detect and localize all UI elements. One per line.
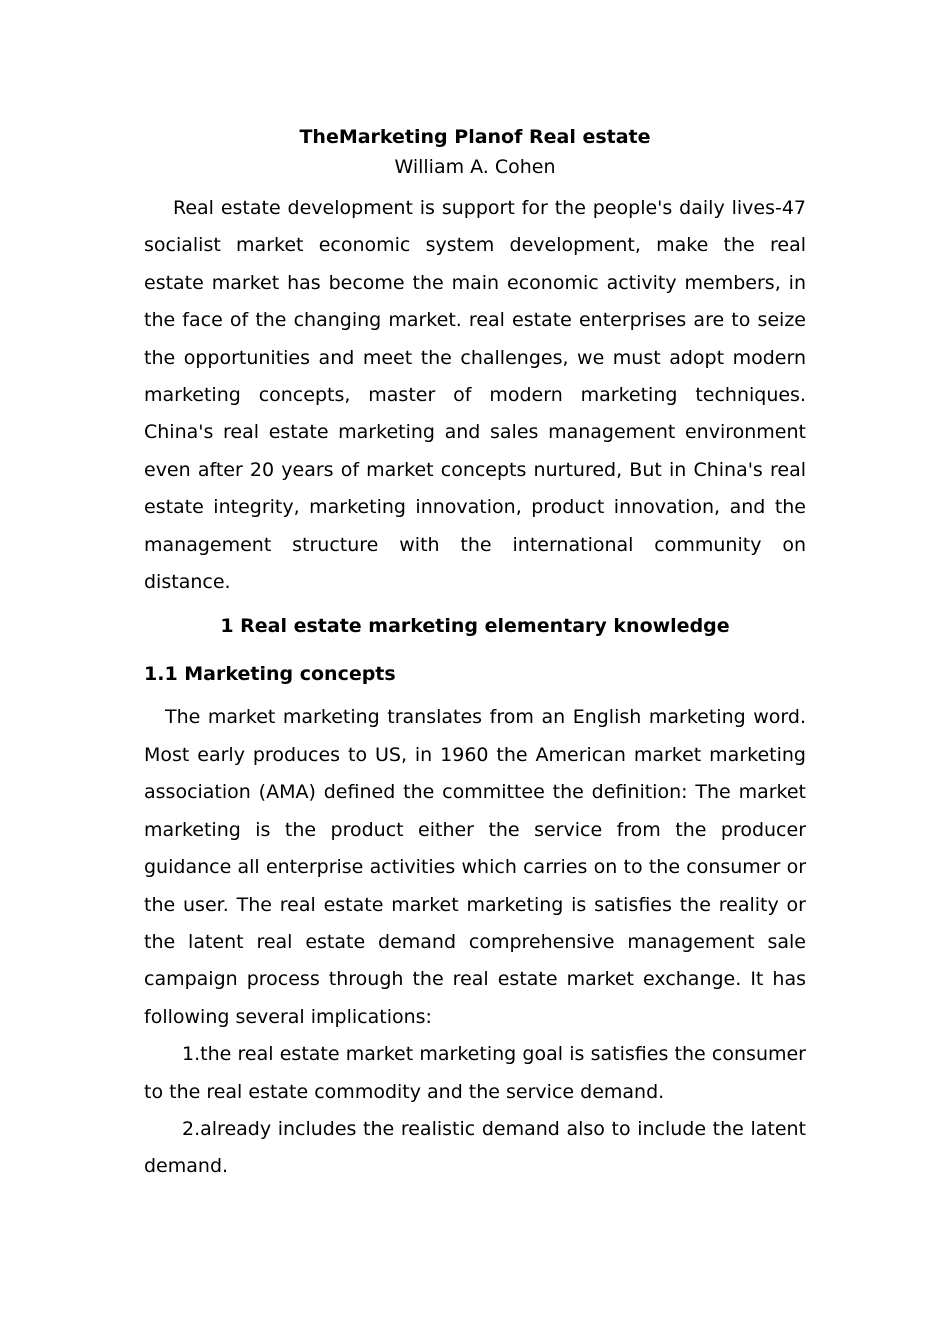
subsection-paragraph: The market marketing translates from an English marketing word. Most early produces to US, in 1960 the American market marketing association (AMA) defined the committee the definition: The market marketing is the product either the service from the producer guidance all enterprise activities which carries on to the consumer or the user. The real estate market marketing is satisfies the reality or the latent real estate demand comprehensive management sale campaign process through the real estate market exchange. It has following several implications: bbox=[144, 706, 806, 1028]
list-item: 2.already includes the realistic demand also to include the latent demand. bbox=[144, 1117, 806, 1178]
section-heading-1: 1 Real estate marketing elementary knowledge bbox=[220, 615, 730, 638]
subsection-heading-1-1: 1.1 Marketing concepts bbox=[144, 663, 396, 686]
document-title: TheMarketing Planof Real estate bbox=[299, 126, 651, 148]
document-author: William A. Cohen bbox=[394, 156, 556, 178]
document-page bbox=[144, 122, 806, 1186]
list-item: 1.the real estate market marketing goal is satisfies the consumer to the real estate commodity and the service demand. bbox=[144, 1043, 806, 1103]
intro-paragraph: Real estate development is support for the people's daily lives-47 socialist market economic system development, make the real estate market has become the main economic activity members, in the face of the changing market. real estate enterprises are to seize the opportunities and meet the challenges, we must adopt modern marketing concepts, master of modern marketing techniques. China's real estate marketing and sales management environment even after 20 years of market concepts nurtured, But in China's real estate integrity, marketing innovation, product innovation, and the management structure with the international community on distance. bbox=[144, 197, 806, 594]
